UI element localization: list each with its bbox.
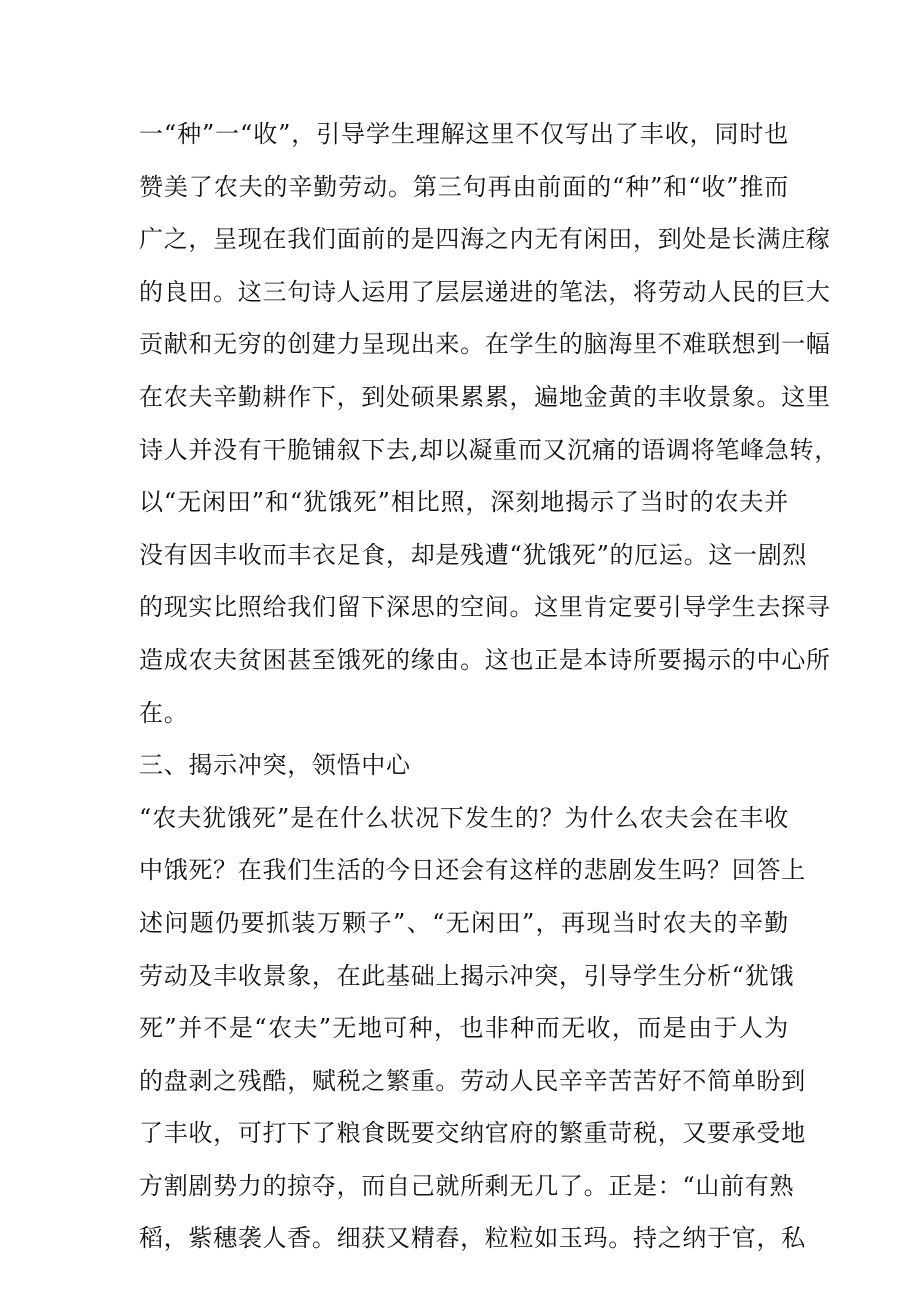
text-line: 的现实比照给我们留下深思的空间。这里肯定要引导学生去探寻 [139, 593, 831, 622]
text-line: 在农夫辛勤耕作下，到处硕果累累，遍地金黄的丰收景象。这里 [139, 382, 831, 411]
text-line: 稻，紫穗袭人香。细获又精舂，粒粒如玉玛。持之纳于官，私 [139, 1224, 806, 1253]
text-line: 了丰收，可打下了粮食既要交纳官府的繁重苛税，又要承受地 [139, 1119, 806, 1148]
text-line: 造成农夫贫困甚至饿死的缘由。这也正是本诗所要揭示的中心所 [139, 645, 831, 674]
text-line: 在。 [139, 698, 189, 727]
text-line: 诗人并没有干脆铺叙下去,却以凝重而又沉痛的语调将笔峰急转， [139, 435, 839, 464]
text-line: 劳动及丰收景象，在此基础上揭示冲突，引导学生分析“犹饿 [139, 961, 795, 990]
text-line: 死”并不是“农夫”无地可种，也非种而无收，而是由于人为 [139, 1014, 789, 1043]
body-text [139, 108, 839, 1265]
text-line: 一“种”一“收”，引导学生理解这里不仅写出了丰收，同时也 [139, 120, 789, 148]
text-line: “农夫犹饿死”是在什么状况下发生的？为什么农夫会在丰收 [139, 803, 789, 832]
text-line: 中饿死？在我们生活的今日还会有这样的悲剧发生吗？回答上 [139, 856, 806, 885]
text-line: 赞美了农夫的辛勤劳动。第三句再由前面的“种”和“收”推而 [139, 172, 789, 201]
section-heading: 三、揭示冲突，领悟中心 [139, 751, 411, 780]
text-line: 方割剧势力的掠夺，而自己就所剩无几了。正是：“山前有熟 [139, 1171, 795, 1200]
text-line: 述问题仍要抓装万颗子”、“无闲田”，再现当时农夫的辛勤 [139, 908, 789, 937]
text-line: 广之，呈现在我们面前的是四海之内无有闲田，到处是长满庄稼 [139, 225, 831, 254]
text-line: 没有因丰收而丰衣足食，却是残遭“犹饿死”的厄运。这一剧烈 [139, 540, 808, 569]
text-line: 贡献和无穷的创建力呈现出来。在学生的脑海里不难联想到一幅 [139, 330, 831, 359]
text-line: 的良田。这三句诗人运用了层层递进的笔法，将劳动人民的巨大 [139, 277, 831, 306]
text-line: 以“无闲田”和“犹饿死”相比照，深刻地揭示了当时的农夫并 [139, 488, 789, 517]
text-line: 的盘剥之残酷，赋税之繁重。劳动人民辛辛苦苦好不简单盼到 [139, 1066, 806, 1095]
